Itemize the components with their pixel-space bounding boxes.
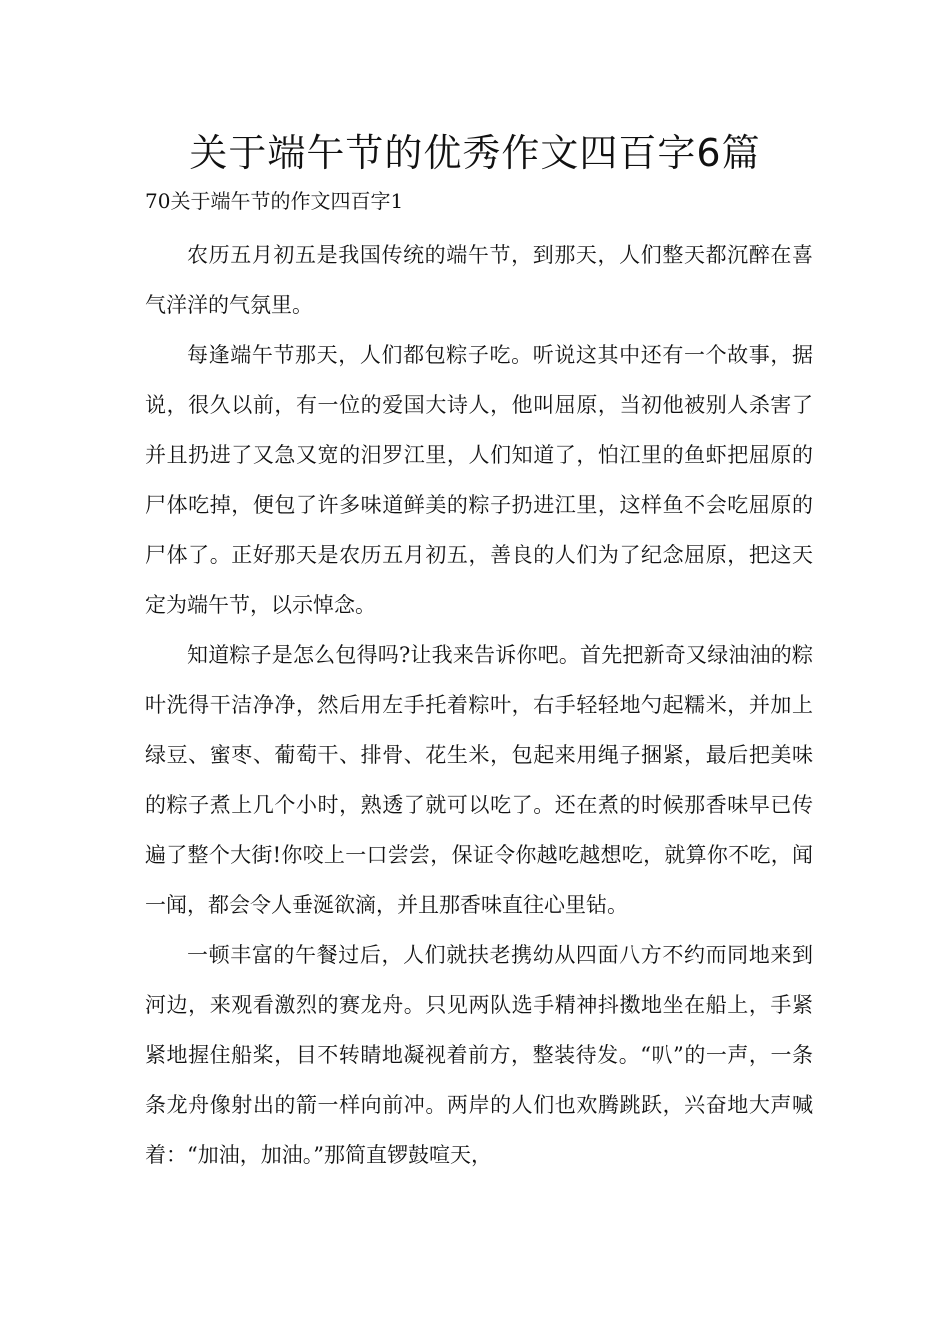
document-title: 关于端午节的优秀作文四百字6篇 bbox=[189, 131, 761, 175]
essay-body bbox=[145, 230, 813, 1180]
paragraph-1: 农历五月初五是我国传统的端午节，到那天，人们整天都沉醉在喜气洋洋的气氛里。 bbox=[145, 243, 813, 317]
paragraph-3: 知道粽子是怎么包得吗?让我来告诉你吧。首先把新奇又绿油油的粽叶洗得干洁净净，然后用左手托着粽叶，右手轻轻地勺起糯米，并加上绿豆、蜜枣、葡萄干、排骨、花生米，包起来用绳子捆紧，最后把美味的粽子煮上几个小时，熟透了就可以吃了。还在煮的时候那香味早已传遍了整个大街!你咬上一口尝尝，保证令你越吃越想吃，就算你不吃，闻一闻，都会令人垂涎欲滴，并且那香味直往心里钻。 bbox=[145, 643, 813, 917]
paragraph-4: 一顿丰富的午餐过后，人们就扶老携幼从四面八方不约而同地来到河边，来观看激烈的赛龙舟。只见两队选手精神抖擞地坐在船上，手紧紧地握住船桨，目不转睛地凝视着前方，整装待发。“叭”的一声，一条条龙舟像射出的箭一样向前冲。两岸的人们也欢腾跳跃，兴奋地大声喊着：“加油，加油。”那简直锣鼓喧天， bbox=[145, 943, 813, 1167]
paragraph-2: 每逢端午节那天，人们都包粽子吃。听说这其中还有一个故事，据说，很久以前，有一位的爱国大诗人，他叫屈原，当初他被别人杀害了并且扔进了又急又宽的汨罗江里，人们知道了，怕江里的鱼虾把屈原的尸体吃掉，便包了许多味道鲜美的粽子扔进江里，这样鱼不会吃屈原的尸体了。正好那天是农历五月初五，善良的人们为了纪念屈原，把这天定为端午节，以示悼念。 bbox=[145, 343, 813, 617]
section-heading: 70关于端午节的作文四百字1 bbox=[145, 189, 404, 213]
